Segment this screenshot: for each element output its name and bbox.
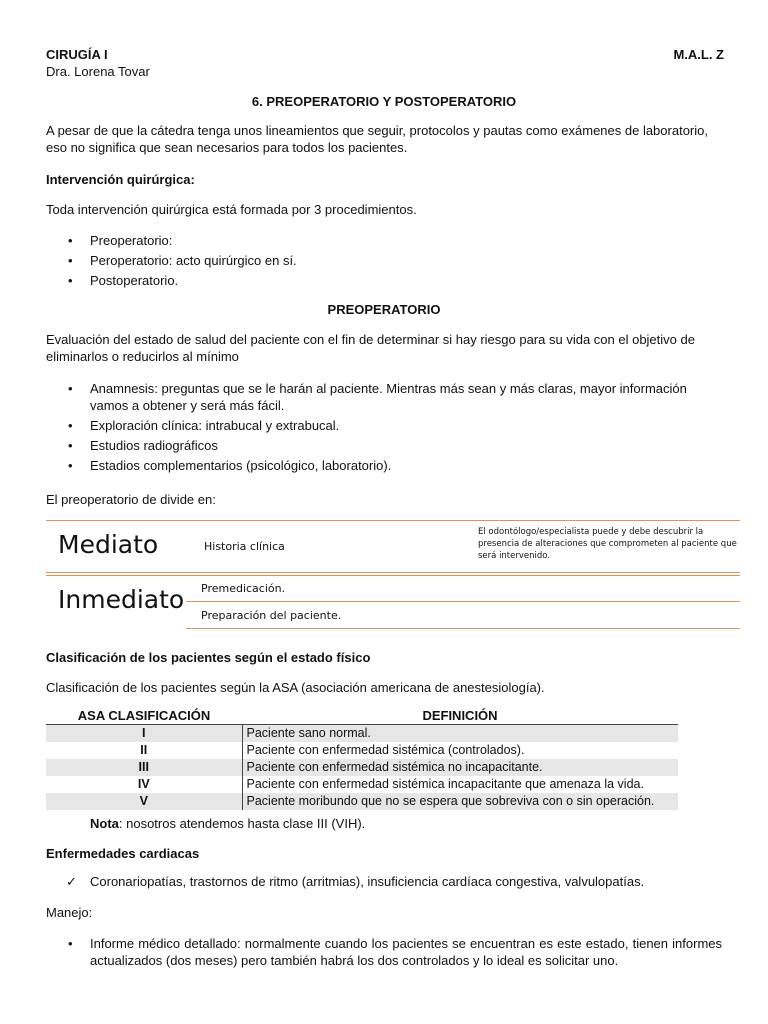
list-item: • Exploración clínica: intrabucal y extrabucal. (46, 417, 726, 434)
classification-heading: Clasificación de los pacientes según el estado físico (46, 650, 371, 665)
list-item: • Peroperatorio: acto quirúrgico en sí. (46, 251, 726, 271)
cardiac-heading: Enfermedades cardiacas (46, 846, 200, 861)
divider-mid-b (46, 575, 740, 576)
course-name: CIRUGÍA I (46, 47, 108, 62)
column-header: DEFINICIÓN (242, 707, 678, 725)
inmediato-item: Premedicación. (201, 582, 286, 595)
asa-definition: Paciente con enfermedad sistémica no incapacitante. (242, 759, 678, 776)
table-note (90, 815, 365, 832)
preop-heading: PREOPERATORIO (327, 302, 441, 317)
list-item: • Estadios complementarios (psicológico, laboratorio). (46, 457, 726, 474)
asa-class: IV (46, 776, 242, 793)
list-item: • Preoperatorio: (46, 231, 726, 251)
cardiac-list (46, 873, 726, 890)
table-row (46, 742, 678, 759)
table-header-row (46, 707, 678, 725)
intervention-list (46, 231, 726, 291)
asa-definition: Paciente sano normal. (242, 725, 678, 743)
asa-definition: Paciente con enfermedad sistémica (controlados). (246, 743, 525, 757)
column-header: ASA CLASIFICACIÓN (46, 707, 242, 725)
asa-class: V (46, 793, 242, 810)
list-item: • Estudios radiográficos (46, 437, 726, 454)
list-item: • Anamnesis: preguntas que se le harán al paciente. Mientras más sean y más claras, mayor información vamos a obtener y será más fácil. (46, 380, 726, 414)
table-row (46, 793, 678, 810)
table-row (46, 725, 678, 743)
mediato-label: Mediato (58, 530, 159, 559)
table-row (46, 776, 678, 793)
asa-class: I (46, 725, 242, 743)
table-row (46, 759, 678, 776)
classification-text: Clasificación de los pacientes según la ASA (asociación americana de anestesiología). (46, 680, 545, 695)
teacher-name: Dra. Lorena Tovar (46, 64, 150, 79)
divider-top (46, 520, 740, 521)
note-label: Nota (90, 816, 119, 831)
manejo-label: Manejo: (46, 905, 93, 920)
intervention-heading: Intervención quirúrgica: (46, 172, 195, 187)
list-item: • Informe médico detallado: normalmente cuando los pacientes se encuentran es este estado, tienen informes actualizados (dos meses) pero también habrá los dos controlados y lo ideal es solicitar uno. (46, 935, 722, 969)
inmediato-item: Preparación del paciente. (201, 609, 342, 622)
intro-paragraph: A pesar de que la cátedra tenga unos lineamientos que seguir, protocolos y pautas como exámenes de laboratorio, eso no significa que sean necesarios para todos los pacientes. (46, 123, 708, 155)
list-item: ✓ Coronariopatías, trastornos de ritmo (arritmias), insuficiencia cardíaca congestiva, valvulopatías. (46, 873, 726, 890)
asa-class: III (46, 759, 242, 776)
divider-bottom (186, 628, 740, 629)
divider-inner (186, 601, 740, 602)
manejo-list (46, 935, 722, 969)
page-title: 6. PREOPERATORIO Y POSTOPERATORIO (251, 94, 517, 109)
preop-list (46, 380, 726, 474)
asa-class: II (46, 742, 242, 759)
divider-mid-a (46, 572, 740, 573)
asa-definition: Paciente con enfermedad sistémica incapacitante que amenaza la vida. (246, 777, 644, 791)
intervention-text: Toda intervención quirúrgica está formada por 3 procedimientos. (46, 202, 417, 217)
mediato-note: El odontólogo/especialista puede y debe descubrir la presencia de alteraciones que comprometen al paciente que será intervenido. (478, 527, 737, 561)
author-initials: M.A.L. Z (673, 47, 724, 62)
asa-table (46, 707, 678, 810)
inmediato-label: Inmediato (58, 585, 185, 614)
note-text: : nosotros atendemos hasta clase III (VIH). (118, 816, 366, 831)
preop-text: Evaluación del estado de salud del paciente con el fin de determinar si hay riesgo para su vida con el objetivo de eliminarlos o reducirlos al mínimo (46, 332, 695, 364)
asa-definition: Paciente moribundo que no se espera que sobreviva con o sin operación. (242, 793, 678, 810)
list-item: • Postoperatorio. (46, 271, 726, 291)
mediato-item: Historia clínica (204, 540, 285, 553)
divide-text: El preoperatorio de divide en: (46, 492, 216, 507)
